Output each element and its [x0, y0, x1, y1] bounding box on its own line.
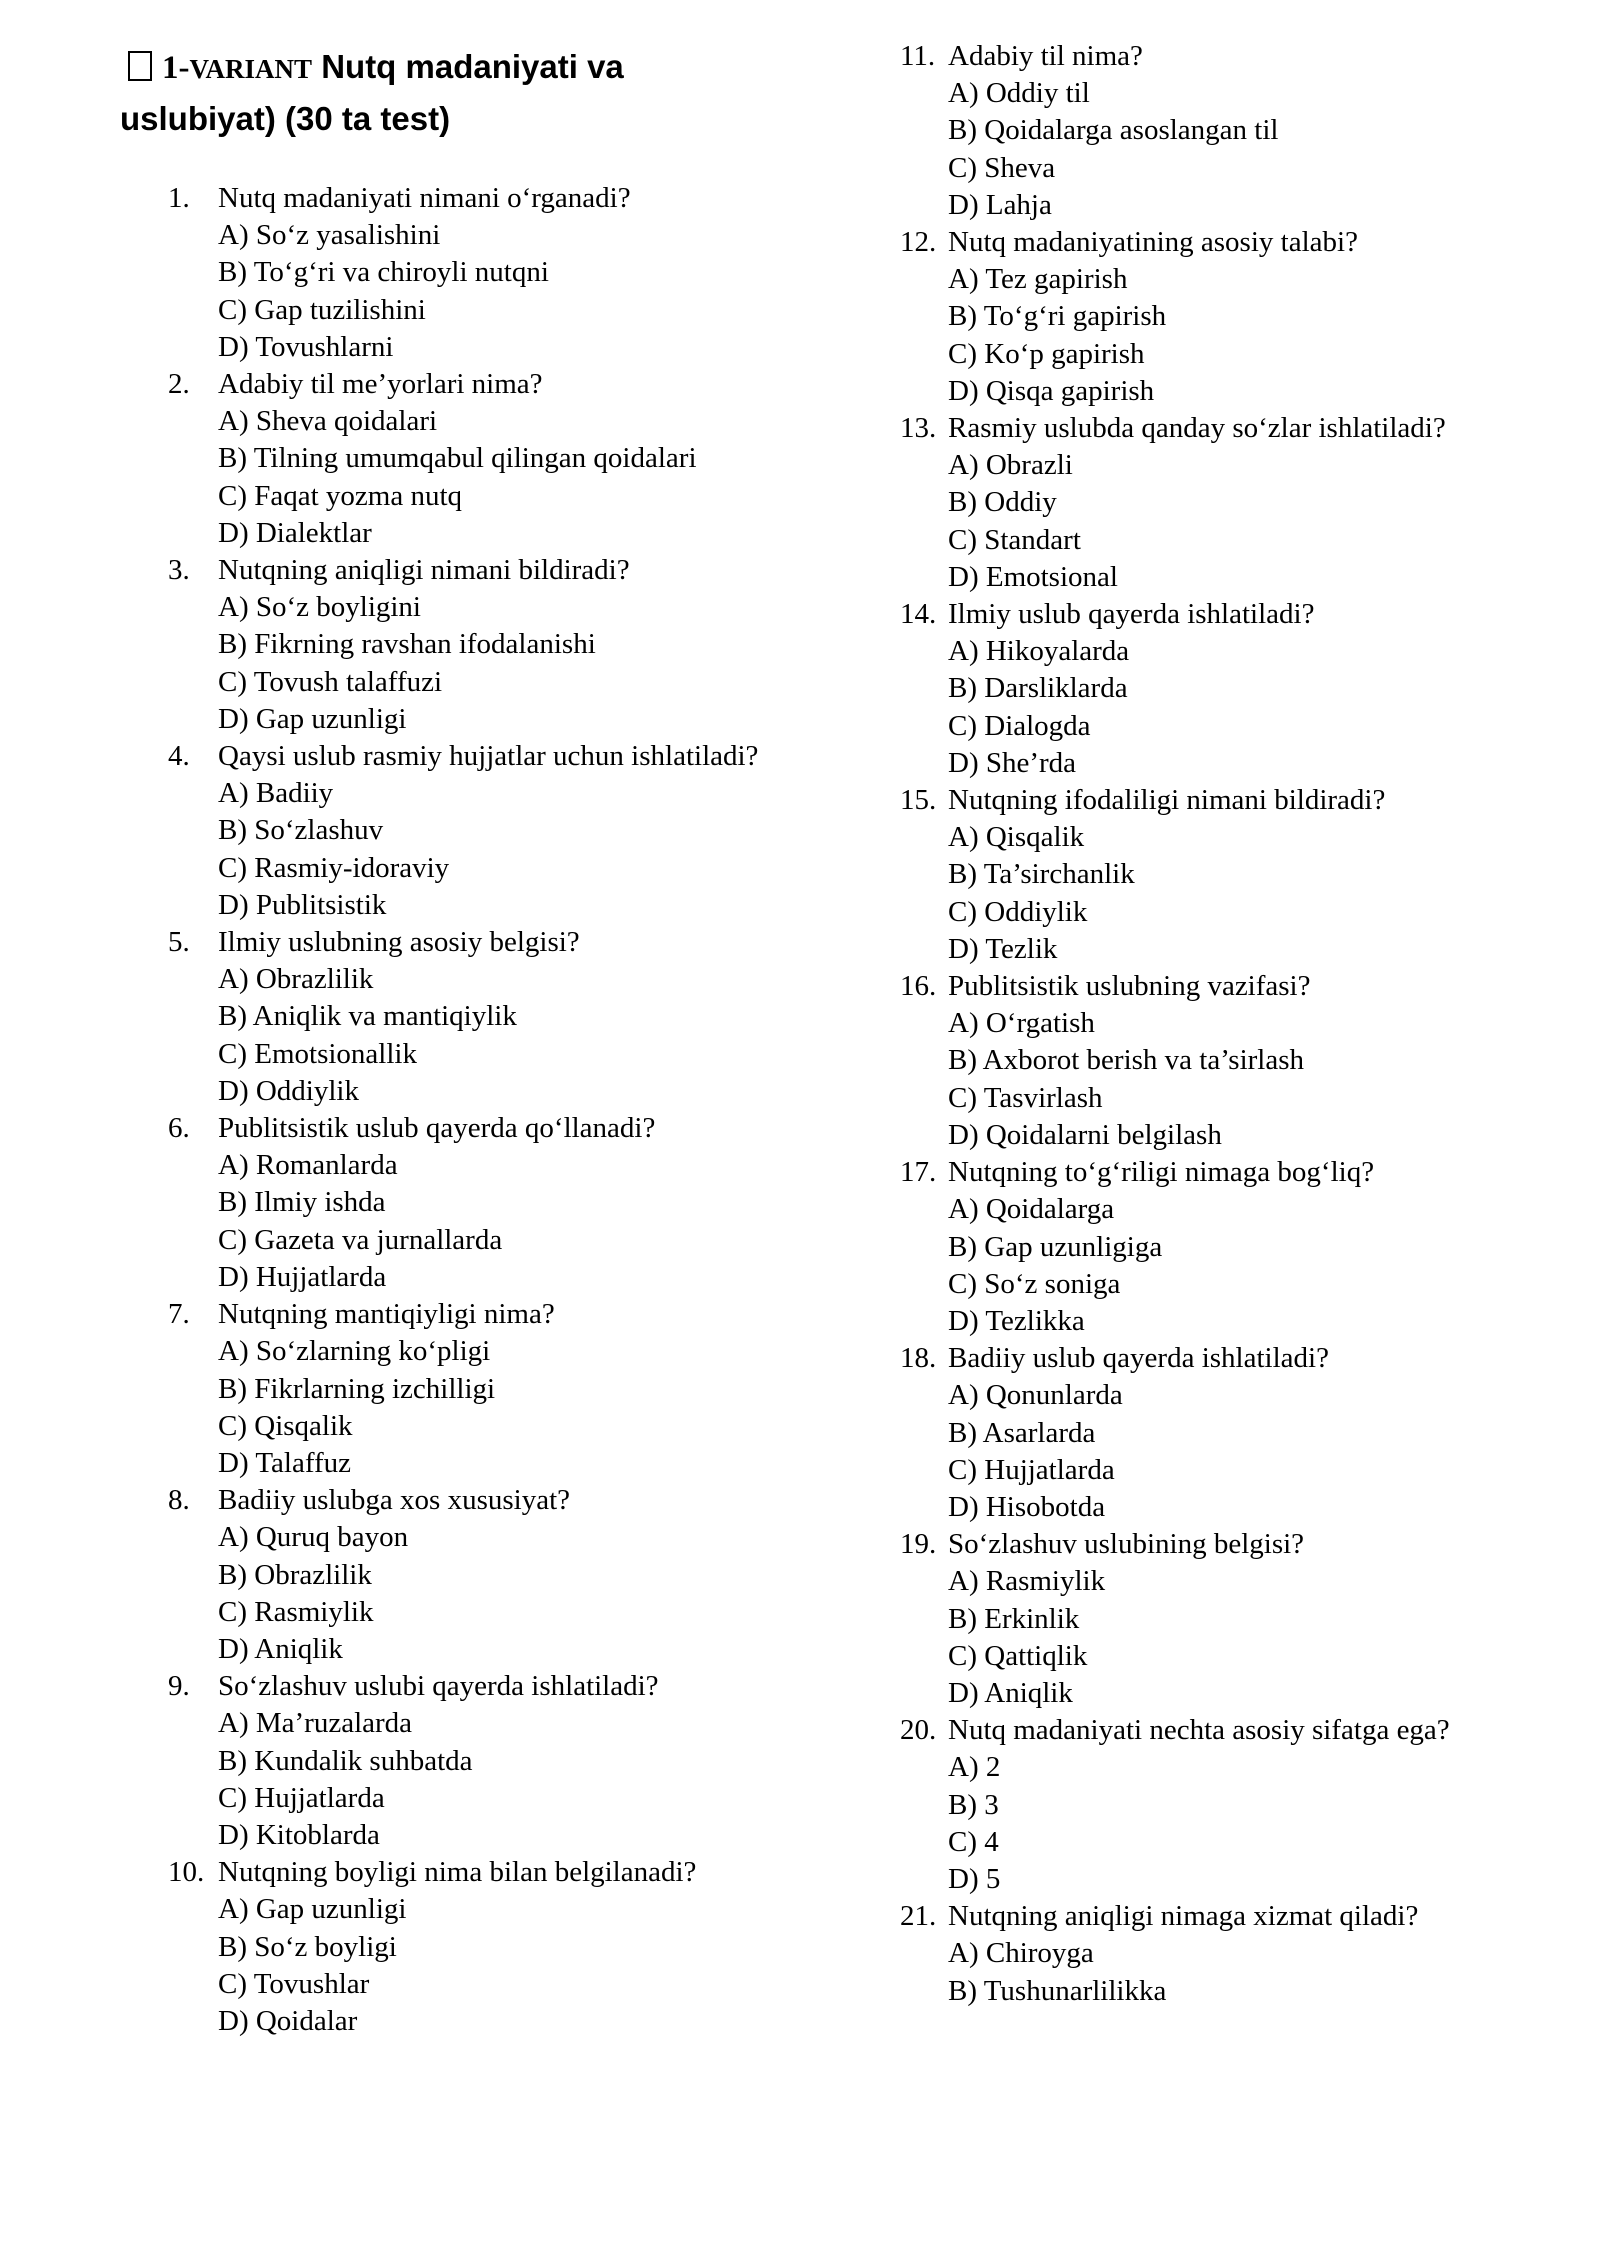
question-item — [900, 968, 1520, 1154]
answer-option: A) Hikoyalarda — [948, 635, 1130, 668]
missing-glyph-icon — [128, 51, 152, 81]
answer-option: D) Hisobotda — [948, 1490, 1106, 1523]
answer-option: B) Kundalik suhbatda — [218, 1744, 473, 1777]
answer-option: A) Ma’ruzalarda — [218, 1707, 413, 1740]
question-item — [168, 366, 788, 552]
question-number: 3. — [168, 554, 190, 587]
question-item — [168, 1854, 788, 2040]
answer-option: A) O‘rgatish — [948, 1007, 1095, 1040]
answer-option: C) Gazeta va jurnallarda — [218, 1223, 503, 1256]
answer-option: A) Gap uzunligi — [218, 1893, 407, 1926]
answer-option: B) To‘g‘ri va chiroyli nutqni — [218, 256, 549, 289]
question-list-right — [900, 38, 1520, 2010]
question-item — [900, 1526, 1520, 1712]
answer-option: B) So‘z boyligi — [218, 1930, 397, 1963]
question-text: Nutqning boyligi nima bilan belgilanadi? — [218, 1856, 697, 1889]
question-number: 21. — [900, 1900, 937, 1933]
answer-option: A) So‘zlarning ko‘pligi — [218, 1335, 491, 1368]
answer-option: B) 3 — [948, 1788, 999, 1821]
answer-option: C) Tovushlar — [218, 1967, 370, 2000]
answer-option: D) Tezlik — [948, 932, 1058, 965]
question-number: 8. — [168, 1484, 190, 1517]
answer-option: A) 2 — [948, 1751, 1001, 1784]
question-list-left — [168, 180, 788, 2040]
answer-option: B) Obrazlilik — [218, 1558, 372, 1591]
question-number: 4. — [168, 740, 190, 773]
answer-option: A) Oddiy til — [948, 77, 1090, 110]
answer-option: C) Ko‘p gapirish — [948, 337, 1145, 370]
question-number: 13. — [900, 412, 937, 445]
answer-option: C) Tovush talaffuzi — [218, 665, 443, 698]
answer-option: D) Qisqa gapirish — [948, 374, 1155, 407]
answer-option: C) Sheva — [948, 151, 1056, 184]
question-text: Nutqning ifodaliligi nimani bildiradi? — [948, 784, 1386, 817]
answer-option: B) Erkinlik — [948, 1602, 1080, 1635]
question-item — [900, 782, 1520, 968]
answer-option: D) Talaffuz — [218, 1446, 351, 1479]
question-text: Nutqning aniqligi nimaga xizmat qiladi? — [948, 1900, 1419, 1933]
question-text: Nutq madaniyatining asosiy talabi? — [948, 226, 1358, 259]
answer-option: A) Rasmiylik — [948, 1565, 1106, 1598]
question-text: Badiiy uslub qayerda ishlatiladi? — [948, 1342, 1329, 1375]
answer-option: B) Fikrning ravshan ifodalanishi — [218, 628, 596, 661]
title-text: Nutq madaniyati va uslubiyat) (30 ta test) — [120, 48, 624, 137]
question-text: So‘zlashuv uslubi qayerda ishlatiladi? — [218, 1670, 659, 1703]
answer-option: C) 4 — [948, 1825, 999, 1858]
question-item — [168, 180, 788, 366]
question-number: 2. — [168, 368, 190, 401]
answer-option: D) 5 — [948, 1862, 1001, 1895]
answer-option: C) Emotsionallik — [218, 1037, 417, 1070]
question-text: Adabiy til me’yorlari nima? — [218, 368, 543, 401]
answer-option: B) Ilmiy ishda — [218, 1186, 386, 1219]
answer-option: D) She’rda — [948, 746, 1077, 779]
question-item — [168, 1110, 788, 1296]
answer-option: D) Aniqlik — [218, 1632, 343, 1665]
question-item — [900, 596, 1520, 782]
answer-option: A) Qisqalik — [948, 821, 1085, 854]
answer-option: D) Lahja — [948, 188, 1052, 221]
question-number: 15. — [900, 784, 937, 817]
question-number: 18. — [900, 1342, 937, 1375]
answer-option: B) Aniqlik va mantiqiylik — [218, 1000, 517, 1033]
answer-option: C) Tasvirlash — [948, 1081, 1103, 1114]
answer-option: D) Qoidalarni belgilash — [948, 1118, 1222, 1151]
answer-option: D) Dialektlar — [218, 516, 372, 549]
answer-option: D) Qoidalar — [218, 2004, 358, 2037]
question-item — [168, 1482, 788, 1668]
answer-option: A) So‘z yasalishini — [218, 219, 441, 252]
answer-option: D) Oddiylik — [218, 1074, 359, 1107]
answer-option: B) Darsliklarda — [948, 672, 1128, 705]
question-text: Publitsistik uslubning vazifasi? — [948, 970, 1311, 1003]
answer-option: B) Qoidalarga asoslangan til — [948, 114, 1279, 147]
question-number: 7. — [168, 1298, 190, 1331]
question-item — [168, 552, 788, 738]
question-text: Rasmiy uslubda qanday so‘zlar ishlatiladi? — [948, 412, 1446, 445]
answer-option: C) Qisqalik — [218, 1409, 353, 1442]
answer-option: D) Publitsistik — [218, 888, 387, 921]
answer-option: C) Oddiylik — [948, 895, 1088, 928]
answer-option: A) Chiroyga — [948, 1937, 1094, 1970]
answer-option: C) Gap tuzilishini — [218, 293, 426, 326]
question-text: Publitsistik uslub qayerda qo‘llanadi? — [218, 1112, 656, 1145]
answer-option: B) So‘zlashuv — [218, 814, 384, 847]
question-number: 5. — [168, 926, 190, 959]
answer-option: C) Rasmiylik — [218, 1595, 374, 1628]
answer-option: B) Ta’sirchanlik — [948, 858, 1135, 891]
answer-option: A) Qoidalarga — [948, 1193, 1115, 1226]
question-number: 6. — [168, 1112, 190, 1145]
answer-option: D) Kitoblarda — [218, 1818, 380, 1851]
question-item — [168, 1668, 788, 1854]
question-item — [900, 224, 1520, 410]
answer-option: A) Romanlarda — [218, 1149, 398, 1182]
answer-option: A) Quruq bayon — [218, 1521, 409, 1554]
question-number: 9. — [168, 1670, 190, 1703]
question-number: 20. — [900, 1714, 937, 1747]
question-text: Nutq madaniyati nechta asosiy sifatga ega? — [948, 1714, 1450, 1747]
answer-option: D) Tovushlarni — [218, 330, 394, 363]
answer-option: A) Obrazli — [948, 449, 1073, 482]
question-item — [168, 1296, 788, 1482]
title-variant: VARIANT — [189, 54, 313, 84]
question-item — [168, 738, 788, 924]
answer-option: A) Obrazlilik — [218, 963, 374, 996]
question-text: Ilmiy uslubning asosiy belgisi? — [218, 926, 580, 959]
document-title — [120, 42, 760, 144]
question-text: So‘zlashuv uslubining belgisi? — [948, 1528, 1305, 1561]
answer-option: C) Rasmiy-idoraviy — [218, 851, 450, 884]
question-text: Nutq madaniyati nimani o‘rganadi? — [218, 182, 631, 214]
answer-option: B) Tilning umumqabul qilingan qoidalari — [218, 442, 697, 475]
question-item — [900, 1712, 1520, 1898]
answer-option: A) Qonunlarda — [948, 1379, 1123, 1412]
question-text: Nutqning aniqligi nimani bildiradi? — [218, 554, 630, 587]
answer-option: C) Faqat yozma nutq — [218, 479, 463, 512]
answer-option: C) Hujjatlarda — [218, 1781, 385, 1814]
answer-option: C) So‘z soniga — [948, 1267, 1121, 1300]
question-item — [900, 38, 1520, 224]
answer-option: A) So‘z boyligini — [218, 591, 421, 624]
answer-option: B) Fikrlarning izchilligi — [218, 1372, 496, 1405]
question-text: Nutqning to‘g‘riligi nimaga bog‘liq? — [948, 1156, 1375, 1189]
question-item — [900, 410, 1520, 596]
title-number: 1- — [162, 50, 190, 86]
answer-option: B) Axborot berish va ta’sirlash — [948, 1044, 1305, 1077]
answer-option: B) Tushunarlilikka — [948, 1974, 1167, 2007]
question-text: Ilmiy uslub qayerda ishlatiladi? — [948, 598, 1315, 631]
question-number: 11. — [900, 40, 936, 72]
question-item — [900, 1154, 1520, 1340]
question-number: 14. — [900, 598, 937, 631]
answer-option: C) Dialogda — [948, 709, 1091, 742]
answer-option: D) Hujjatlarda — [218, 1260, 387, 1293]
answer-option: B) Oddiy — [948, 486, 1057, 519]
answer-option: C) Qattiqlik — [948, 1639, 1088, 1672]
answer-option: A) Badiiy — [218, 777, 334, 810]
question-text: Badiiy uslubga xos xususiyat? — [218, 1484, 571, 1517]
question-number: 19. — [900, 1528, 937, 1561]
question-number: 10. — [168, 1856, 205, 1889]
question-number: 1. — [168, 182, 190, 214]
answer-option: B) Asarlarda — [948, 1416, 1096, 1449]
question-item — [900, 1898, 1520, 2010]
question-number: 12. — [900, 226, 937, 259]
answer-option: B) Gap uzunligiga — [948, 1230, 1163, 1263]
question-text: Nutqning mantiqiyligi nima? — [218, 1298, 555, 1331]
question-number: 16. — [900, 970, 937, 1003]
answer-option: D) Tezlikka — [948, 1304, 1085, 1337]
answer-option: D) Gap uzunligi — [218, 702, 407, 735]
answer-option: D) Aniqlik — [948, 1676, 1073, 1709]
answer-option: A) Sheva qoidalari — [218, 405, 438, 438]
question-item — [168, 924, 788, 1110]
answer-option: D) Emotsional — [948, 560, 1118, 593]
question-number: 17. — [900, 1156, 937, 1189]
question-text: Qaysi uslub rasmiy hujjatlar uchun ishlatiladi? — [218, 740, 759, 773]
question-text: Adabiy til nima? — [948, 40, 1143, 72]
answer-option: C) Hujjatlarda — [948, 1453, 1115, 1486]
answer-option: A) Tez gapirish — [948, 263, 1128, 296]
answer-option: B) To‘g‘ri gapirish — [948, 300, 1167, 333]
question-item — [900, 1340, 1520, 1526]
answer-option: C) Standart — [948, 523, 1081, 556]
